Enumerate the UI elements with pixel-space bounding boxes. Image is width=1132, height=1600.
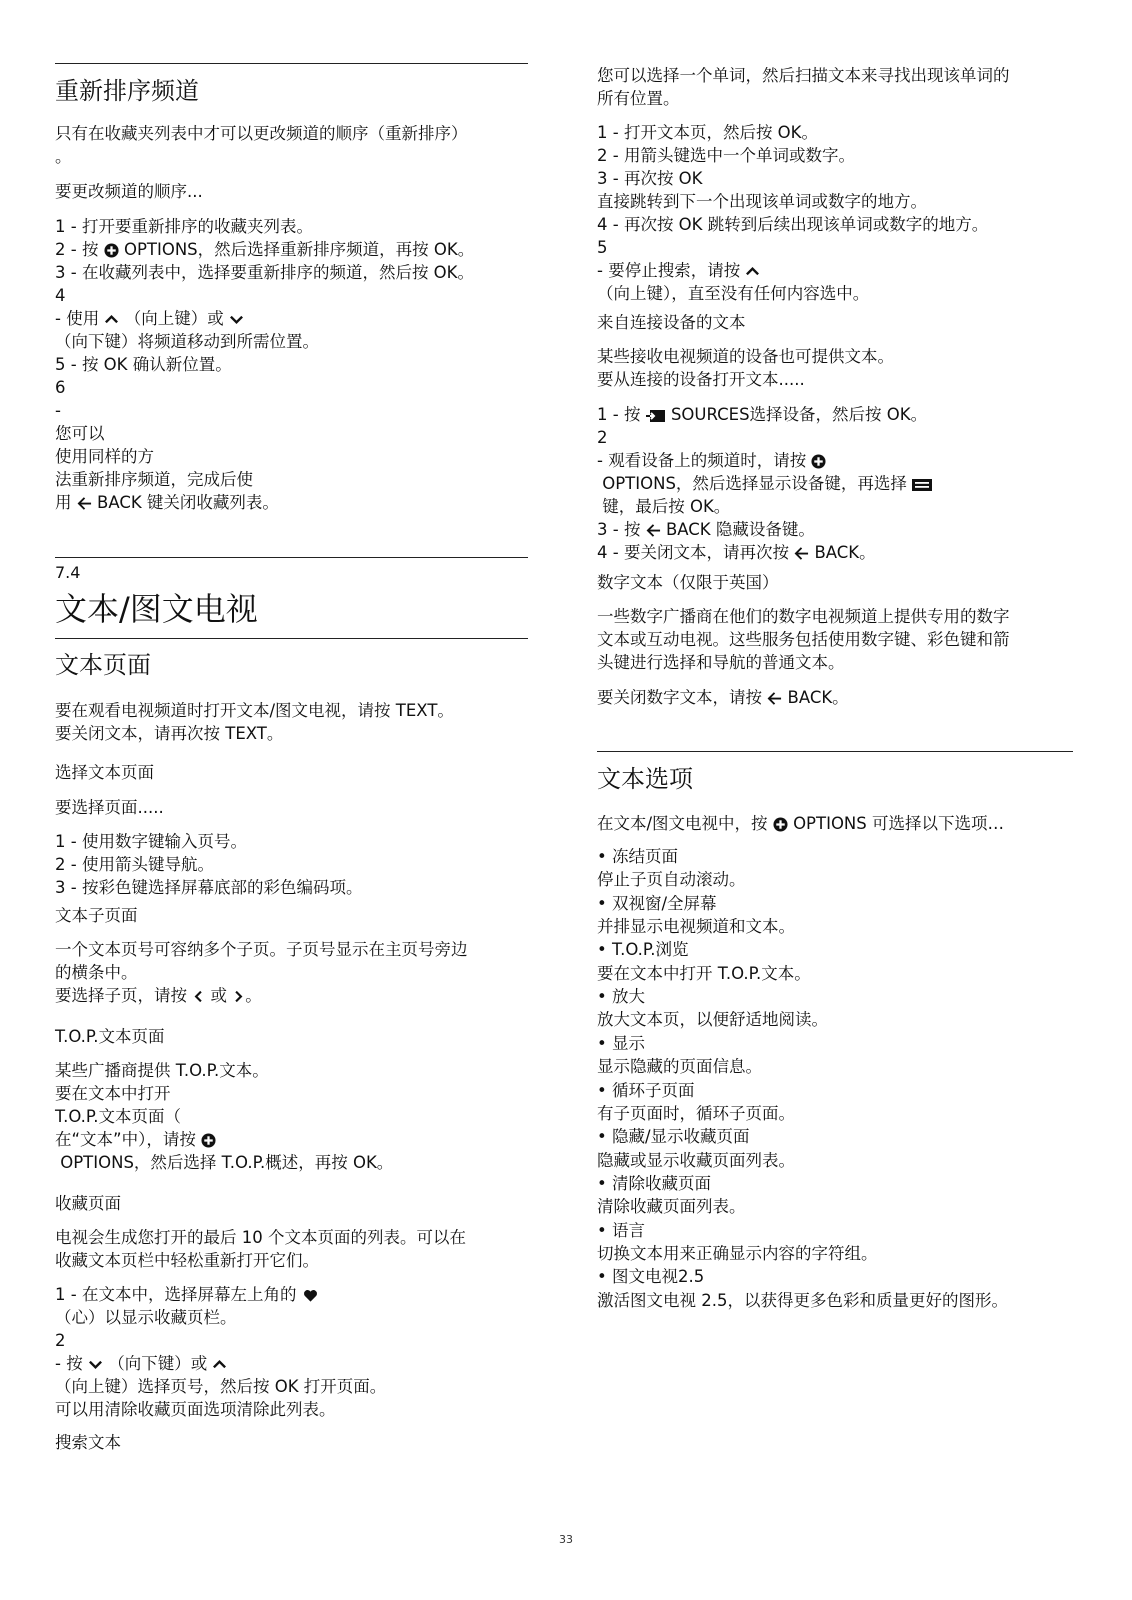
list-item-text: SOURCES选择设备，然后按 OK。 bbox=[670, 405, 928, 424]
option-item-description: 并排显示电视频道和文本。 bbox=[597, 917, 795, 937]
paragraph: 要在文本中打开 bbox=[55, 1084, 171, 1103]
up-arrow-icon bbox=[745, 264, 760, 279]
up-arrow-icon bbox=[212, 1357, 227, 1372]
subheading: 来自连接设备的文本 bbox=[597, 313, 746, 332]
option-item-title: • 图文电视2.5 bbox=[597, 1267, 705, 1287]
paragraph: 头键进行选择和导航的普通文本。 bbox=[597, 653, 845, 672]
list-item: 法重新排序频道，完成后使 bbox=[55, 470, 253, 489]
option-item-description: 停止子页自动滚动。 bbox=[597, 870, 746, 890]
list-item: 3 - 按彩色键选择屏幕底部的彩色编码项。 bbox=[55, 878, 363, 897]
list-item bbox=[597, 259, 760, 283]
option-item-title: • T.O.P.浏览 bbox=[597, 940, 689, 960]
list-item-text: 1 - 在文本中，选择屏幕左上角的 bbox=[55, 1285, 297, 1304]
list-item: 3 - 在收藏列表中，选择要重新排序的频道，然后按 OK。 bbox=[55, 263, 474, 282]
paragraph bbox=[55, 1128, 216, 1152]
option-item-title: • 语言 bbox=[597, 1220, 645, 1240]
back-arrow-icon bbox=[767, 691, 782, 706]
section-title-text-options: 文本选项 bbox=[597, 765, 693, 793]
paragraph-text: BACK。 bbox=[787, 688, 849, 707]
list-item-text: （向下键）或 bbox=[108, 1354, 208, 1373]
down-arrow-icon bbox=[229, 312, 244, 327]
paragraph-text: 要选择子页，请按 bbox=[55, 986, 187, 1005]
section-divider bbox=[597, 751, 1073, 752]
up-arrow-icon bbox=[104, 312, 119, 327]
list-item: 3 - 再次按 OK bbox=[597, 169, 703, 188]
list-item: 2 - 使用箭头键导航。 bbox=[55, 855, 214, 874]
option-item-description: 有子页面时，循环子页面。 bbox=[597, 1103, 795, 1123]
options-icon bbox=[104, 243, 119, 258]
list-item-text: 用 bbox=[55, 493, 72, 512]
section-title-reorder-channels: 重新排序频道 bbox=[55, 77, 199, 105]
back-arrow-icon bbox=[77, 496, 92, 511]
option-item-description: 清除收藏页面列表。 bbox=[597, 1197, 746, 1217]
list-item: 5 - 按 OK 确认新位置。 bbox=[55, 355, 232, 374]
option-item-description: 激活图文电视 2.5，以获得更多色彩和质量更好的图形。 bbox=[597, 1290, 1008, 1310]
sources-icon bbox=[646, 409, 666, 423]
subheading: 收藏页面 bbox=[55, 1194, 121, 1213]
paragraph bbox=[55, 1151, 393, 1175]
list-item bbox=[597, 495, 730, 519]
list-item: 您可以 bbox=[55, 424, 105, 443]
list-item bbox=[55, 307, 244, 331]
paragraph: 要选择页面..... bbox=[55, 798, 164, 817]
list-item-text: OPTIONS，然后选择显示设备键，再选择 bbox=[602, 474, 907, 493]
option-item-title: • 隐藏/显示收藏页面 bbox=[597, 1127, 750, 1147]
list-item: 直接跳转到下一个出现该单词或数字的地方。 bbox=[597, 192, 927, 211]
paragraph: 文本或互动电视。这些服务包括使用数字键、彩色键和箭 bbox=[597, 630, 1010, 649]
list-item-text: - 要停止搜索，请按 bbox=[597, 261, 741, 280]
list-item: 1 - 打开文本页，然后按 OK。 bbox=[597, 123, 818, 142]
right-chevron-icon bbox=[232, 989, 245, 1004]
paragraph: 收藏文本页栏中轻松重新打开它们。 bbox=[55, 1251, 319, 1270]
list-item-text: （向上键）或 bbox=[124, 309, 224, 328]
back-arrow-icon bbox=[646, 523, 661, 538]
option-item-description: 显示隐藏的页面信息。 bbox=[597, 1057, 762, 1077]
list-item-text: 3 - 按 bbox=[597, 520, 641, 539]
subheading: 文本子页面 bbox=[55, 906, 138, 925]
section-title-text-pages: 文本页面 bbox=[55, 651, 151, 679]
section-number: 7.4 bbox=[55, 563, 81, 582]
list-item bbox=[55, 238, 474, 262]
list-item: 6 bbox=[55, 378, 66, 397]
paragraph: 要从连接的设备打开文本..... bbox=[597, 370, 805, 389]
chapter-title-underline bbox=[55, 638, 528, 639]
list-item-text: - 观看设备上的频道时，请按 bbox=[597, 451, 807, 470]
paragraph: 要在观看电视频道时打开文本/图文电视，请按 TEXT。 bbox=[55, 701, 454, 720]
paragraph: 某些接收电视频道的设备也可提供文本。 bbox=[597, 347, 894, 366]
paragraph-text: 或 bbox=[210, 986, 227, 1005]
chapter-title: 文本/图文电视 bbox=[55, 590, 258, 628]
list-item: 1 - 使用数字键输入页号。 bbox=[55, 832, 247, 851]
paragraph: 您可以选择一个单词，然后扫描文本来寻找出现该单词的 bbox=[597, 66, 1010, 85]
options-icon bbox=[201, 1133, 216, 1148]
option-item-title: • 显示 bbox=[597, 1033, 645, 1053]
list-item-text: 键，最后按 OK。 bbox=[602, 497, 731, 516]
list-item: - bbox=[55, 401, 61, 420]
list-item: 使用同样的方 bbox=[55, 447, 154, 466]
paragraph: 要更改频道的顺序... bbox=[55, 182, 203, 201]
list-item-text: BACK 隐藏设备键。 bbox=[665, 520, 815, 539]
heart-icon bbox=[302, 1288, 319, 1303]
option-item-description: 放大文本页，以便舒适地阅读。 bbox=[597, 1010, 828, 1030]
paragraph bbox=[597, 812, 1004, 836]
list-item: （向上键），直至没有任何内容选中。 bbox=[597, 284, 870, 303]
chapter-divider bbox=[55, 557, 528, 558]
subheading: 数字文本（仅限于英国） bbox=[597, 573, 779, 592]
list-item: 2 bbox=[597, 428, 608, 447]
list-item-text: - 使用 bbox=[55, 309, 100, 328]
paragraph: 一些数字广播商在他们的数字电视频道上提供专用的数字 bbox=[597, 607, 1010, 626]
list-item: 2 bbox=[55, 1331, 66, 1350]
list-item bbox=[55, 1283, 319, 1307]
list-item bbox=[55, 1352, 227, 1376]
option-item-description: 要在文本中打开 T.O.P.文本。 bbox=[597, 963, 811, 983]
paragraph: 所有位置。 bbox=[597, 89, 680, 108]
list-item: 4 - 再次按 OK 跳转到后续出现该单词或数字的地方。 bbox=[597, 215, 989, 234]
subheading: 选择文本页面 bbox=[55, 763, 154, 782]
paragraph-text: 在文本/图文电视中，按 bbox=[597, 814, 768, 833]
option-item-description: 切换文本用来正确显示内容的字符组。 bbox=[597, 1243, 878, 1263]
section-divider bbox=[55, 63, 528, 64]
list-item-text: 4 - 要关闭文本，请再次按 bbox=[597, 543, 789, 562]
list-item-text: OPTIONS，然后选择重新排序频道，再按 OK。 bbox=[123, 240, 475, 259]
list-item-text: BACK 键关闭收藏列表。 bbox=[97, 493, 279, 512]
paragraph: 一个文本页号可容纳多个子页。子页号显示在主页号旁边 bbox=[55, 940, 468, 959]
page-number: 33 bbox=[559, 1533, 573, 1546]
list-item bbox=[55, 491, 279, 515]
paragraph-text: 要关闭数字文本，请按 bbox=[597, 688, 762, 707]
list-item-text: BACK。 bbox=[814, 543, 876, 562]
paragraph-text: 在“文本”中），请按 bbox=[55, 1130, 196, 1149]
option-item-title: • 清除收藏页面 bbox=[597, 1173, 711, 1193]
list-item: 1 - 打开要重新排序的收藏夹列表。 bbox=[55, 217, 313, 236]
device-keys-icon bbox=[912, 478, 932, 492]
list-item: 5 bbox=[597, 238, 608, 257]
option-item-title: • 放大 bbox=[597, 987, 645, 1007]
option-item-description: 隐藏或显示收藏页面列表。 bbox=[597, 1150, 795, 1170]
down-arrow-icon bbox=[88, 1357, 103, 1372]
paragraph: 只有在收藏夹列表中才可以更改频道的顺序（重新排序） bbox=[55, 124, 468, 143]
left-chevron-icon bbox=[192, 989, 205, 1004]
list-item: （心）以显示收藏页栏。 bbox=[55, 1308, 237, 1327]
paragraph-text: 。 bbox=[245, 986, 262, 1005]
list-item: （向下键）将频道移动到所需位置。 bbox=[55, 332, 319, 351]
list-item: 可以用清除收藏页面选项清除此列表。 bbox=[55, 1400, 336, 1419]
back-arrow-icon bbox=[794, 546, 809, 561]
paragraph-text: OPTIONS 可选择以下选项… bbox=[793, 814, 1004, 833]
paragraph bbox=[55, 984, 262, 1008]
list-item bbox=[597, 541, 876, 565]
paragraph: 要关闭文本，请再次按 TEXT。 bbox=[55, 724, 284, 743]
subheading: 搜索文本 bbox=[55, 1433, 121, 1452]
list-item bbox=[597, 518, 815, 542]
options-icon bbox=[773, 817, 788, 832]
options-icon bbox=[811, 454, 826, 469]
paragraph bbox=[597, 686, 849, 710]
list-item bbox=[597, 449, 826, 473]
list-item-text: - 按 bbox=[55, 1354, 83, 1373]
list-item-text: 1 - 按 bbox=[597, 405, 641, 424]
paragraph: T.O.P.文本页面（ bbox=[55, 1107, 182, 1126]
subheading: T.O.P.文本页面 bbox=[55, 1027, 165, 1046]
option-item-title: • 双视窗/全屏幕 bbox=[597, 893, 717, 913]
list-item bbox=[597, 472, 932, 496]
paragraph: 的横条中。 bbox=[55, 963, 138, 982]
option-item-title: • 冻结页面 bbox=[597, 847, 678, 866]
list-item: （向上键）选择页号，然后按 OK 打开页面。 bbox=[55, 1377, 387, 1396]
paragraph: 某些广播商提供 T.O.P.文本。 bbox=[55, 1061, 269, 1080]
list-item: 4 bbox=[55, 286, 66, 305]
paragraph-text: OPTIONS，然后选择 T.O.P.概述，再按 OK。 bbox=[60, 1153, 394, 1172]
paragraph: 电视会生成您打开的最后 10 个文本页面的列表。可以在 bbox=[55, 1228, 466, 1247]
paragraph: 。 bbox=[55, 147, 72, 166]
list-item bbox=[597, 403, 927, 427]
list-item-text: 2 - 按 bbox=[55, 240, 99, 259]
list-item: 2 - 用箭头键选中一个单词或数字。 bbox=[597, 146, 855, 165]
option-item-title: • 循环子页面 bbox=[597, 1080, 695, 1100]
